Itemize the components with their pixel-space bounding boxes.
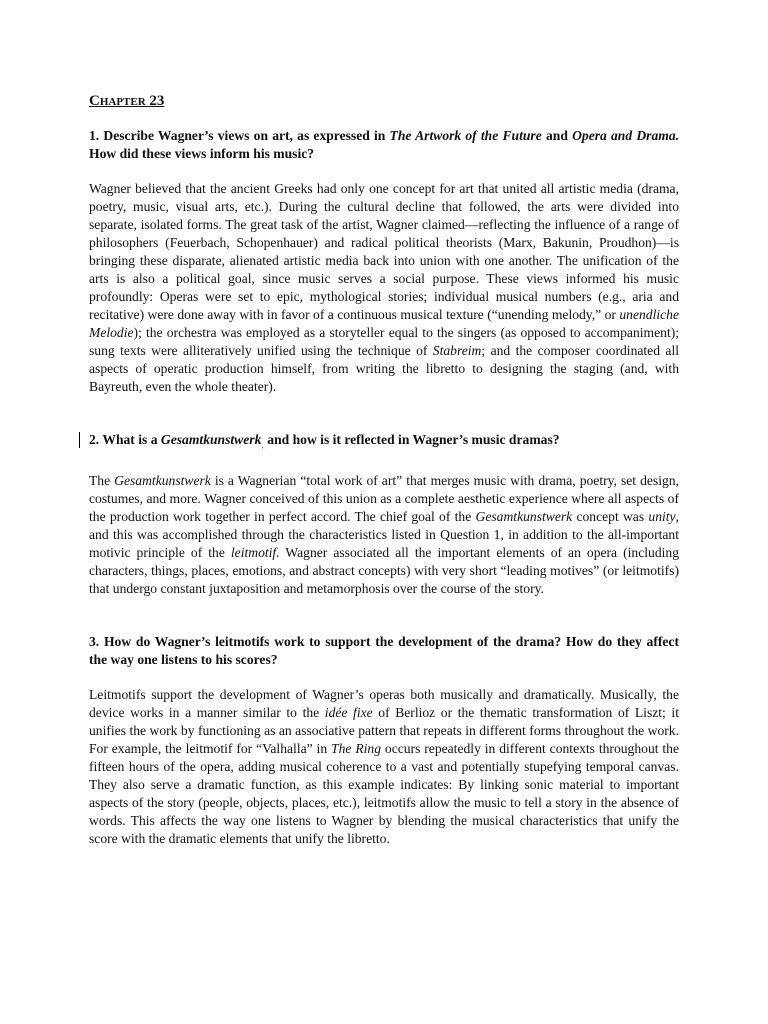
question-text: What is a <box>102 432 161 447</box>
answer-text: occurs repeatedly in different contexts throughout the fifteen hours of the opera, adding musical coherence to a vast and potentially stupefying temporal canvas. They also serve a dramatic function, as this example indicates: By linking sonic material to important aspects of the story (people, objects, places, etc.), leitmotifs allow the music to tell a story in the absence of words. This affects the way one listens to Wagner by blending the musical characteristics that unify the score with the dramatic elements that unify the libretto. <box>89 740 680 846</box>
answer-2 <box>89 472 679 598</box>
question-text: and <box>541 128 573 143</box>
spacer <box>89 598 679 633</box>
question-text: How do Wagner’s leitmotifs work to support the development of the drama? How do they affect the way one listens to his scores? <box>89 633 679 667</box>
document-page <box>89 92 679 848</box>
answer-emphasis: idée fixe <box>324 704 373 720</box>
answer-emphasis: The Ring <box>331 740 381 756</box>
answer-text: The <box>89 472 115 488</box>
answer-1 <box>89 180 679 396</box>
answer-text: is a Wagnerian “total work of art” that merges music with drama, poetry, set design, costumes, and more. Wagner conceived of this union as a complete aesthetic experience where all aspects of the production work together in perfect accord. The chief goal of the <box>89 472 679 524</box>
answer-3 <box>89 686 679 848</box>
question-text: Describe Wagner’s views on art, as expressed in <box>103 128 390 143</box>
question-3 <box>89 633 679 669</box>
answer-emphasis: Gesamtkunstwerk <box>114 472 211 488</box>
answer-emphasis: Gesamtkunstwerk <box>475 508 573 524</box>
question-2 <box>89 431 679 455</box>
answer-emphasis: leitmotif. <box>230 544 280 560</box>
question-text: How did these views inform his music? <box>89 146 315 161</box>
revision-change-bar <box>79 432 80 448</box>
chapter-heading: Chapter 23 <box>89 93 165 109</box>
comment-marker[interactable]: , <box>261 439 264 451</box>
work-title: The Artwork of the Future <box>389 128 542 143</box>
answer-text: ; and the composer coordinated all aspects of operatic production himself, from writing the libretto to designing the staging (and, with Bayreuth, even the whole theater). <box>89 343 680 394</box>
answer-text: concept was <box>572 508 649 524</box>
question-1 <box>89 127 679 163</box>
answer-emphasis: unendliche Melodie <box>89 307 679 340</box>
question-number: 1. <box>89 128 100 143</box>
answer-emphasis: Stabreim <box>432 343 482 358</box>
answer-text: Wagner believed that the ancient Greeks had only one concept for art that united all artistic media (drama, poetry, music, visual arts, etc.). During the cultural decline that followed, the arts were divided into separate, isolated forms. The great task of the artist, Wagner claimed—reflecting the influence of a range of philosophers (Feuerbach, Schopenhauer) and radical political theorists (Marx, Bakunin, Proudhon)—is bringing these disparate, alienated artistic media back into union with one another. The unification of the arts is also a political goal, since music serves a social purpose. These views informed his music profoundly: Operas were set to epic, mythological stories; individual musical numbers (e.g., aria and recitative) were done away with in favor of a continuous musical texture (“unending melody,” or <box>89 181 679 322</box>
question-text: and how is it reflected in Wagner’s music dramas? <box>263 432 560 447</box>
answer-text: of Berlioz or the thematic transformation of Liszt; it unifies the work by functioning as an associative pattern that repeats in different forms throughout the work. For example, the leitmotif for “Valhalla” in <box>89 704 679 756</box>
answer-text: , and this was accomplished through the characteristics listed in Question 1, in addition to the all-important motivic principle of the <box>89 508 679 560</box>
term: Gesamtkunstwerk <box>160 432 262 447</box>
answer-emphasis: unity <box>648 508 676 524</box>
question-number: 2. <box>89 432 100 447</box>
question-2-wrapper <box>89 431 679 455</box>
answer-text: Leitmotifs support the development of Wagner’s operas both musically and dramatically. Musically, the device works in a manner similar to the <box>89 686 679 720</box>
question-number: 3. <box>89 633 100 649</box>
answer-text: ); the orchestra was employed as a storyteller equal to the singers (as opposed to accompaniment); sung texts were alliteratively unified using the technique of <box>89 325 679 358</box>
answer-text: Wagner associated all the important elements of an opera (including characters, things, places, emotions, and abstract concepts) with very short “leading motives” (or leitmotifs) that undergo constant juxtaposition and metamorphosis over the course of the story. <box>89 544 679 596</box>
work-title: Opera and Drama. <box>572 128 680 143</box>
spacer <box>89 396 679 431</box>
